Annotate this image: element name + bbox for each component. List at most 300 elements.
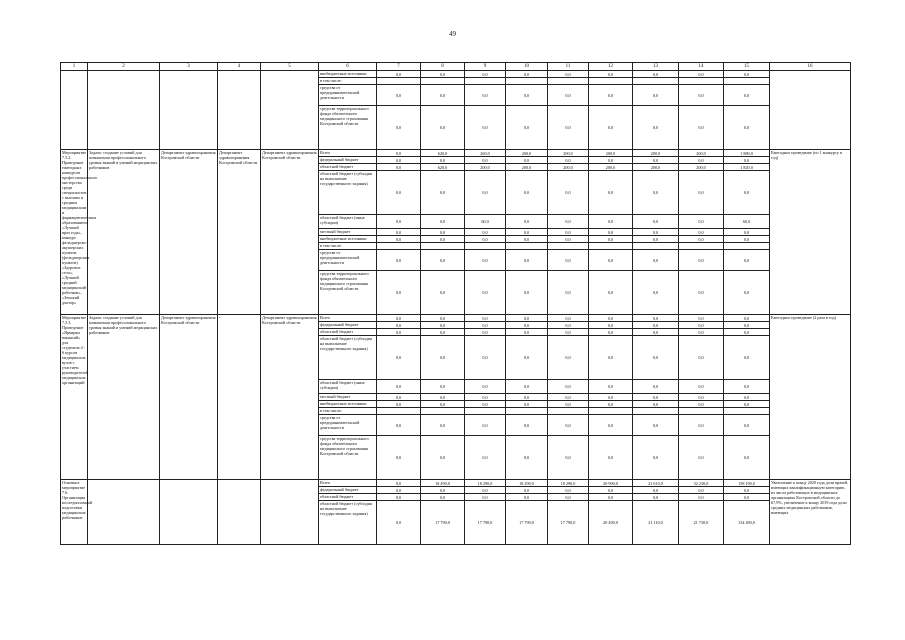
value-cell: 0,0 bbox=[679, 229, 724, 236]
value-cell: 0,0 bbox=[421, 394, 465, 401]
value-cell bbox=[589, 243, 633, 250]
event-task: Задача: создание условий для повышения профессионального уровня знаний и умений медицинских работников bbox=[88, 315, 160, 480]
value-cell: 0,0 bbox=[548, 229, 589, 236]
value-cell: 0,0 bbox=[421, 436, 465, 480]
funding-source: местный бюджет bbox=[319, 229, 377, 236]
value-cell: 21 730,0 bbox=[679, 501, 724, 545]
value-cell: 200,0 bbox=[548, 164, 589, 171]
funding-source: областной бюджет (иные субсидии) bbox=[319, 215, 377, 229]
value-cell: 0,0 bbox=[724, 380, 770, 394]
value-cell: 0,0 bbox=[679, 250, 724, 271]
value-cell: 0,0 bbox=[421, 415, 465, 436]
value-cell: 0,0 bbox=[679, 494, 724, 501]
value-cell: 0,0 bbox=[589, 394, 633, 401]
value-cell: 0,0 bbox=[724, 236, 770, 243]
event-result: Увеличение к концу 2020 года доли врачей, имеющих квалификационную категорию, из числа работающих в медицинских организациях Костромской области до 67,9%, увеличение к концу 2019 года доли средних медицинских работников, имеющих bbox=[770, 480, 851, 545]
value-cell: 0,0 bbox=[589, 229, 633, 236]
value-cell: 0,0 bbox=[724, 415, 770, 436]
value-cell: 21 110,0 bbox=[633, 501, 679, 545]
value-cell: 0,0 bbox=[506, 336, 548, 380]
value-cell: 0,0 bbox=[421, 336, 465, 380]
value-cell: 0,0 bbox=[724, 85, 770, 106]
blank-cell bbox=[770, 71, 851, 150]
value-cell: 0,0 bbox=[724, 271, 770, 315]
value-cell: 0,0 bbox=[679, 322, 724, 329]
funding-source: федеральный бюджет bbox=[319, 487, 377, 494]
value-cell: 0,0 bbox=[724, 229, 770, 236]
table-row bbox=[61, 480, 851, 487]
funding-source: в том числе: bbox=[319, 408, 377, 415]
value-cell: 0,0 bbox=[465, 380, 506, 394]
value-cell: 0,0 bbox=[377, 236, 421, 243]
event-result: Ежегодное проведение (по 1 конкурсу в год) bbox=[770, 150, 851, 315]
column-header: 3 bbox=[160, 63, 218, 71]
value-cell: 0,0 bbox=[724, 336, 770, 380]
value-cell: 0,0 bbox=[633, 106, 679, 150]
value-cell: 0,0 bbox=[377, 157, 421, 164]
value-cell: 0,0 bbox=[589, 171, 633, 215]
value-cell: 0,0 bbox=[506, 322, 548, 329]
value-cell: 0,0 bbox=[506, 436, 548, 480]
table-row bbox=[61, 150, 851, 157]
value-cell: 0,0 bbox=[679, 401, 724, 408]
column-header: 12 bbox=[589, 63, 633, 71]
value-cell: 0,0 bbox=[679, 380, 724, 394]
value-cell: 0,0 bbox=[421, 106, 465, 150]
value-cell bbox=[421, 243, 465, 250]
value-cell: 0,0 bbox=[589, 494, 633, 501]
value-cell: 0,0 bbox=[548, 271, 589, 315]
value-cell: 0,0 bbox=[421, 329, 465, 336]
funding-source: областной бюджет (субсидия на выполнение государственного задания) bbox=[319, 501, 377, 545]
funding-source: в том числе: bbox=[319, 78, 377, 85]
value-cell: 0,0 bbox=[633, 171, 679, 215]
value-cell: 0,0 bbox=[679, 85, 724, 106]
event-coexecutor: - bbox=[218, 315, 261, 480]
value-cell: 0,0 bbox=[506, 171, 548, 215]
value-cell: 0,0 bbox=[589, 436, 633, 480]
value-cell: 0,0 bbox=[633, 494, 679, 501]
value-cell: 60,0 bbox=[724, 215, 770, 229]
value-cell: 17 790,0 bbox=[421, 501, 465, 545]
event-executor bbox=[160, 480, 218, 545]
funding-source: областной бюджет bbox=[319, 494, 377, 501]
value-cell bbox=[679, 78, 724, 85]
funding-source: Всего bbox=[319, 315, 377, 322]
value-cell: 0,0 bbox=[377, 250, 421, 271]
value-cell: 0,0 bbox=[633, 229, 679, 236]
event-task: Задача: создание условий для повышения профессионального уровня знаний и умений медицинских работников bbox=[88, 150, 160, 315]
value-cell: 0,0 bbox=[377, 315, 421, 322]
value-cell: 0,0 bbox=[589, 271, 633, 315]
blank-cell bbox=[61, 71, 88, 150]
value-cell: 0,0 bbox=[724, 71, 770, 78]
value-cell: 0,0 bbox=[633, 315, 679, 322]
value-cell: 0,0 bbox=[465, 106, 506, 150]
value-cell: 0,0 bbox=[377, 494, 421, 501]
value-cell: 0,0 bbox=[679, 271, 724, 315]
value-cell bbox=[633, 78, 679, 85]
blank-cell bbox=[218, 71, 261, 150]
value-cell: 0,0 bbox=[506, 157, 548, 164]
funding-source: местный бюджет bbox=[319, 394, 377, 401]
value-cell: 20 990,0 bbox=[589, 480, 633, 487]
value-cell: 0,0 bbox=[679, 336, 724, 380]
value-cell: 200,0 bbox=[679, 164, 724, 171]
value-cell: 0,0 bbox=[421, 85, 465, 106]
value-cell: 0,0 bbox=[589, 71, 633, 78]
funding-source: в том числе: bbox=[319, 243, 377, 250]
value-cell: 0,0 bbox=[633, 271, 679, 315]
value-cell: 0,0 bbox=[421, 487, 465, 494]
value-cell: 0,0 bbox=[506, 315, 548, 322]
value-cell bbox=[589, 408, 633, 415]
table-row bbox=[61, 315, 851, 322]
funding-source: Всего bbox=[319, 480, 377, 487]
value-cell: 0,0 bbox=[465, 157, 506, 164]
value-cell: 0,0 bbox=[548, 336, 589, 380]
value-cell bbox=[421, 78, 465, 85]
value-cell: 0,0 bbox=[465, 494, 506, 501]
value-cell: 0,0 bbox=[465, 401, 506, 408]
value-cell: 0,0 bbox=[724, 250, 770, 271]
value-cell bbox=[506, 78, 548, 85]
value-cell: 1 880,0 bbox=[724, 150, 770, 157]
value-cell: 0,0 bbox=[548, 171, 589, 215]
value-cell: 0,0 bbox=[633, 71, 679, 78]
funding-source: областной бюджет bbox=[319, 164, 377, 171]
value-cell: 0,0 bbox=[377, 436, 421, 480]
value-cell: 0,0 bbox=[548, 236, 589, 243]
value-cell: 0,0 bbox=[589, 215, 633, 229]
value-cell: 0,0 bbox=[633, 329, 679, 336]
value-cell: 0,0 bbox=[633, 487, 679, 494]
funding-source: областной бюджет (субсидия на выполнение государственного задания) bbox=[319, 171, 377, 215]
event-coexecutor: Департамент здравоохранения Костромской области bbox=[218, 150, 261, 315]
event-executor: Департамент здравоохранения Костромской области bbox=[160, 150, 218, 315]
value-cell: 0,0 bbox=[421, 322, 465, 329]
value-cell bbox=[506, 408, 548, 415]
header-row bbox=[61, 63, 851, 71]
value-cell: 0,0 bbox=[506, 380, 548, 394]
value-cell bbox=[465, 408, 506, 415]
value-cell: 200,0 bbox=[465, 164, 506, 171]
value-cell: 0,0 bbox=[377, 380, 421, 394]
value-cell: 0,0 bbox=[633, 436, 679, 480]
value-cell: 0,0 bbox=[724, 106, 770, 150]
value-cell bbox=[465, 243, 506, 250]
value-cell: 0,0 bbox=[548, 106, 589, 150]
funding-source: внебюджетные источники bbox=[319, 236, 377, 243]
value-cell: 0,0 bbox=[589, 380, 633, 394]
column-header: 14 bbox=[679, 63, 724, 71]
value-cell bbox=[548, 78, 589, 85]
value-cell bbox=[633, 408, 679, 415]
value-cell bbox=[548, 408, 589, 415]
value-cell: 200,0 bbox=[506, 164, 548, 171]
value-cell: 0,0 bbox=[465, 236, 506, 243]
value-cell: 17 790,0 bbox=[548, 501, 589, 545]
value-cell: 0,0 bbox=[589, 401, 633, 408]
value-cell: 0,0 bbox=[465, 336, 506, 380]
value-cell: 200,0 bbox=[589, 150, 633, 157]
value-cell: 0,0 bbox=[679, 171, 724, 215]
value-cell: 0,0 bbox=[633, 250, 679, 271]
value-cell: 0,0 bbox=[724, 394, 770, 401]
funding-source: областной бюджет (иные субсидии) bbox=[319, 380, 377, 394]
value-cell: 0,0 bbox=[633, 394, 679, 401]
value-cell: 0,0 bbox=[633, 322, 679, 329]
column-header: 2 bbox=[88, 63, 160, 71]
event-name: Мероприятие 7.5.2. Проведение ежегодных конкурсов профессионального мастерства среди специалистов с высшим и средним медицинским и фармацевтическим образованием: «Лучший врач года», конкурс фельдшерско-акушерских пунктов (фельдшерских пунктов) «Здоровое село», «Лучший средний медицинский работник», «Земский доктор» bbox=[61, 150, 88, 315]
value-cell: 0,0 bbox=[377, 480, 421, 487]
value-cell: 21 610,0 bbox=[633, 480, 679, 487]
value-cell: 0,0 bbox=[679, 487, 724, 494]
value-cell: 0,0 bbox=[633, 336, 679, 380]
funding-source: средства территориального фонда обязательного медицинского страхования Костромской области bbox=[319, 106, 377, 150]
value-cell: 0,0 bbox=[724, 436, 770, 480]
value-cell: 0,0 bbox=[506, 250, 548, 271]
value-cell bbox=[548, 243, 589, 250]
value-cell: 0,0 bbox=[377, 501, 421, 545]
value-cell: 0,0 bbox=[377, 106, 421, 150]
value-cell: 0,0 bbox=[724, 494, 770, 501]
value-cell: 0,0 bbox=[679, 236, 724, 243]
value-cell: 0,0 bbox=[377, 401, 421, 408]
value-cell: 0,0 bbox=[377, 171, 421, 215]
value-cell: 0,0 bbox=[724, 322, 770, 329]
value-cell: 17 790,0 bbox=[506, 501, 548, 545]
value-cell: 0,0 bbox=[548, 415, 589, 436]
value-cell: 0,0 bbox=[421, 380, 465, 394]
value-cell bbox=[421, 408, 465, 415]
funding-source: средства от предпринимательской деятельности bbox=[319, 250, 377, 271]
funding-source: средства территориального фонда обязательного медицинского страхования Костромской области bbox=[319, 271, 377, 315]
value-cell bbox=[465, 78, 506, 85]
value-cell: 17 790,0 bbox=[465, 501, 506, 545]
value-cell: 0,0 bbox=[679, 394, 724, 401]
value-cell: 0,0 bbox=[679, 157, 724, 164]
value-cell: 200,0 bbox=[548, 150, 589, 157]
value-cell: 0,0 bbox=[465, 315, 506, 322]
value-cell: 0,0 bbox=[421, 250, 465, 271]
value-cell: 0,0 bbox=[548, 157, 589, 164]
value-cell: 0,0 bbox=[421, 71, 465, 78]
event-name: Основное мероприятие 7.6. Организация последипломной подготовки медицинских работников bbox=[61, 480, 88, 545]
value-cell bbox=[724, 243, 770, 250]
value-cell bbox=[633, 243, 679, 250]
value-cell: 0,0 bbox=[724, 157, 770, 164]
value-cell: 0,0 bbox=[724, 401, 770, 408]
value-cell: 0,0 bbox=[679, 106, 724, 150]
value-cell: 0,0 bbox=[679, 215, 724, 229]
column-header: 13 bbox=[633, 63, 679, 71]
column-header: 1 bbox=[61, 63, 88, 71]
value-cell: 18 290,0 bbox=[548, 480, 589, 487]
value-cell: 0,0 bbox=[506, 494, 548, 501]
value-cell: 0,0 bbox=[465, 415, 506, 436]
value-cell: 0,0 bbox=[679, 436, 724, 480]
value-cell: 0,0 bbox=[465, 71, 506, 78]
value-cell bbox=[679, 408, 724, 415]
value-cell: 0,0 bbox=[506, 487, 548, 494]
value-cell: 0,0 bbox=[377, 85, 421, 106]
value-cell: 0,0 bbox=[679, 415, 724, 436]
funding-source: областной бюджет bbox=[319, 329, 377, 336]
value-cell: 200,0 bbox=[589, 164, 633, 171]
value-cell: 0,0 bbox=[421, 315, 465, 322]
value-cell: 32 230,0 bbox=[679, 480, 724, 487]
blank-cell bbox=[160, 71, 218, 150]
column-header: 11 bbox=[548, 63, 589, 71]
value-cell: 0,0 bbox=[421, 229, 465, 236]
value-cell: 0,0 bbox=[506, 394, 548, 401]
funding-source: средства от предпринимательской деятельности bbox=[319, 415, 377, 436]
value-cell: 0,0 bbox=[377, 336, 421, 380]
blank-cell bbox=[261, 71, 319, 150]
value-cell: 200,0 bbox=[506, 150, 548, 157]
value-cell: 0,0 bbox=[506, 236, 548, 243]
value-cell: 0,0 bbox=[589, 322, 633, 329]
value-cell: 0,0 bbox=[548, 380, 589, 394]
value-cell: 0,0 bbox=[377, 229, 421, 236]
value-cell: 0,0 bbox=[465, 271, 506, 315]
value-cell: 0,0 bbox=[589, 415, 633, 436]
column-header: 5 bbox=[261, 63, 319, 71]
value-cell: 200,0 bbox=[633, 150, 679, 157]
value-cell: 0,0 bbox=[421, 401, 465, 408]
value-cell: 0,0 bbox=[633, 415, 679, 436]
value-cell bbox=[506, 243, 548, 250]
value-cell: 0,0 bbox=[679, 329, 724, 336]
value-cell: 0,0 bbox=[589, 157, 633, 164]
value-cell: 0,0 bbox=[548, 215, 589, 229]
value-cell: 1 820,0 bbox=[724, 164, 770, 171]
value-cell bbox=[679, 243, 724, 250]
value-cell: 0,0 bbox=[421, 236, 465, 243]
funding-source: Всего bbox=[319, 150, 377, 157]
value-cell: 0,0 bbox=[421, 157, 465, 164]
value-cell: 0,0 bbox=[465, 229, 506, 236]
page-number: 49 bbox=[449, 30, 456, 38]
value-cell: 0,0 bbox=[506, 106, 548, 150]
value-cell: 0,0 bbox=[679, 315, 724, 322]
value-cell: 0,0 bbox=[506, 71, 548, 78]
value-cell: 0,0 bbox=[465, 171, 506, 215]
value-cell: 0,0 bbox=[589, 250, 633, 271]
funding-source: средства территориального фонда обязательного медицинского страхования Костромской области bbox=[319, 436, 377, 480]
value-cell: 0,0 bbox=[589, 106, 633, 150]
value-cell: 0,0 bbox=[506, 401, 548, 408]
value-cell: 0,0 bbox=[548, 315, 589, 322]
value-cell: 0,0 bbox=[589, 329, 633, 336]
value-cell bbox=[724, 408, 770, 415]
column-header: 8 bbox=[421, 63, 465, 71]
value-cell: 0,0 bbox=[633, 85, 679, 106]
value-cell: 0,0 bbox=[421, 215, 465, 229]
value-cell: 0,0 bbox=[377, 487, 421, 494]
value-cell: 20 490,0 bbox=[589, 501, 633, 545]
value-cell: 0,0 bbox=[548, 85, 589, 106]
value-cell: 0,0 bbox=[465, 85, 506, 106]
value-cell: 18 490,0 bbox=[421, 480, 465, 487]
value-cell: 0,0 bbox=[724, 171, 770, 215]
value-cell: 0,0 bbox=[377, 71, 421, 78]
value-cell: 0,0 bbox=[548, 494, 589, 501]
value-cell: 0,0 bbox=[633, 236, 679, 243]
value-cell: 134 490,0 bbox=[724, 501, 770, 545]
value-cell: 0,0 bbox=[548, 322, 589, 329]
value-cell: 0,0 bbox=[633, 401, 679, 408]
funding-source: внебюджетные источники bbox=[319, 71, 377, 78]
funding-source: средства от предпринимательской деятельности bbox=[319, 85, 377, 106]
value-cell: 200,0 bbox=[633, 164, 679, 171]
value-cell: 0,0 bbox=[506, 215, 548, 229]
value-cell bbox=[377, 408, 421, 415]
value-cell: 0,0 bbox=[724, 315, 770, 322]
value-cell: 0,0 bbox=[421, 171, 465, 215]
funding-source: внебюджетные источники bbox=[319, 401, 377, 408]
value-cell: 0,0 bbox=[377, 394, 421, 401]
column-header: 16 bbox=[770, 63, 851, 71]
column-header: 15 bbox=[724, 63, 770, 71]
value-cell: 0,0 bbox=[377, 215, 421, 229]
program-table bbox=[60, 62, 851, 545]
value-cell: 0,0 bbox=[465, 322, 506, 329]
value-cell: 0,0 bbox=[589, 236, 633, 243]
funding-source: областной бюджет (субсидия на выполнение государственного задания) bbox=[319, 336, 377, 380]
table-row bbox=[61, 71, 851, 78]
value-cell: 0,0 bbox=[679, 71, 724, 78]
value-cell: 0,0 bbox=[465, 329, 506, 336]
value-cell: 0,0 bbox=[548, 250, 589, 271]
value-cell: 0,0 bbox=[548, 401, 589, 408]
value-cell: 0,0 bbox=[506, 229, 548, 236]
value-cell: 0,0 bbox=[377, 150, 421, 157]
value-cell: 0,0 bbox=[465, 394, 506, 401]
value-cell: 0,0 bbox=[589, 487, 633, 494]
value-cell: 0,0 bbox=[465, 436, 506, 480]
value-cell: 0,0 bbox=[548, 487, 589, 494]
value-cell: 0,0 bbox=[589, 336, 633, 380]
value-cell: 0,0 bbox=[548, 394, 589, 401]
value-cell: 0,0 bbox=[377, 415, 421, 436]
value-cell: 0,0 bbox=[633, 215, 679, 229]
value-cell: 0,0 bbox=[421, 271, 465, 315]
event-executor: Департамент здравоохранения Костромской области bbox=[160, 315, 218, 480]
funding-source: федеральный бюджет bbox=[319, 322, 377, 329]
event-participant bbox=[261, 480, 319, 545]
value-cell: 0,0 bbox=[465, 250, 506, 271]
value-cell: 18 290,0 bbox=[465, 480, 506, 487]
value-cell: 0,0 bbox=[548, 71, 589, 78]
value-cell: 0,0 bbox=[377, 271, 421, 315]
value-cell: 0,0 bbox=[506, 85, 548, 106]
column-header: 9 bbox=[465, 63, 506, 71]
value-cell: 0,0 bbox=[548, 329, 589, 336]
value-cell bbox=[589, 78, 633, 85]
value-cell: 158 190,0 bbox=[724, 480, 770, 487]
event-participant: Департамент здравоохранения Костромской области bbox=[261, 150, 319, 315]
column-header: 10 bbox=[506, 63, 548, 71]
value-cell: 18 290,0 bbox=[506, 480, 548, 487]
value-cell: 0,0 bbox=[506, 415, 548, 436]
value-cell: 0,0 bbox=[548, 436, 589, 480]
value-cell: 0,0 bbox=[377, 322, 421, 329]
value-cell: 0,0 bbox=[589, 315, 633, 322]
event-participant: Департамент здравоохранения Костромской области bbox=[261, 315, 319, 480]
value-cell: 60,0 bbox=[465, 215, 506, 229]
